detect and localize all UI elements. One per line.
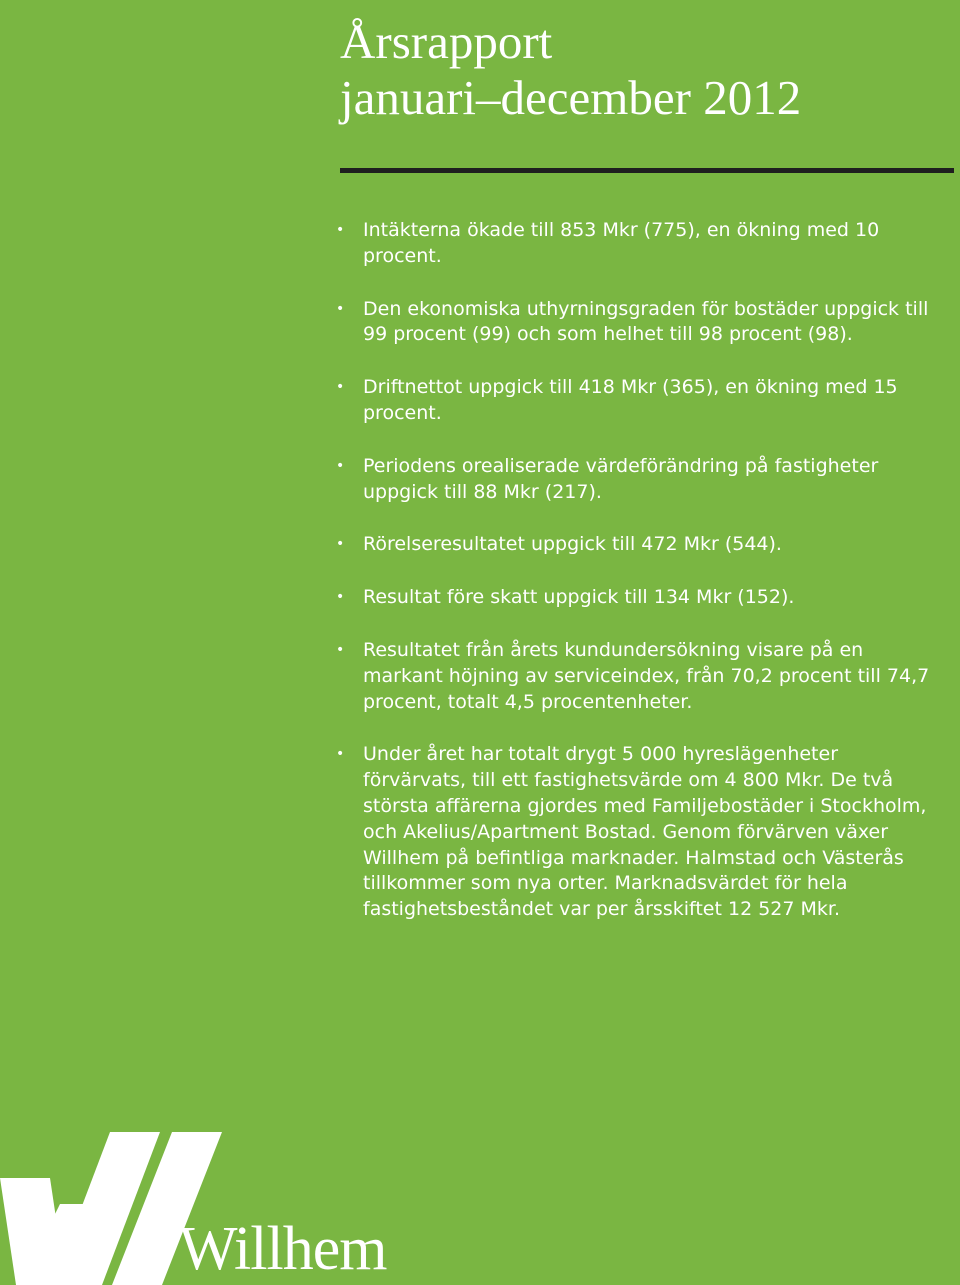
highlight-item: • Resultat före skatt uppgick till 134 Mkr (152). — [336, 585, 936, 611]
highlight-item: • Intäkterna ökade till 853 Mkr (775), en ökning med 10 procent. — [336, 218, 936, 270]
highlight-item: • Periodens orealiserade värdeförändring på fastigheter uppgick till 88 Mkr (217). — [336, 454, 936, 506]
highlight-item: • Resultatet från årets kundundersökning visare på en markant höjning av serviceindex, från 70,2 procent till 74,7 procent, totalt 4,5 procentenheter. — [336, 638, 936, 715]
highlights-list — [336, 218, 936, 923]
highlight-item: • Driftnettot uppgick till 418 Mkr (365), en ökning med 15 procent. — [336, 375, 936, 427]
report-title — [340, 14, 801, 126]
highlight-item: • Rörelseresultatet uppgick till 472 Mkr (544). — [336, 532, 936, 558]
report-title-line-2: januari–december 2012 — [340, 70, 802, 125]
willhem-logo-text: Willhem — [179, 1215, 387, 1283]
title-divider — [340, 168, 954, 173]
report-title-line-1: Årsrapport — [340, 14, 553, 69]
highlight-item: • Den ekonomiska uthyrningsgraden för bostäder uppgick till 99 procent (99) och som helhet till 98 procent (98). — [336, 297, 936, 349]
highlight-item: • Under året har totalt drygt 5 000 hyreslägenheter förvärvats, till ett fastighetsvärde om 4 800 Mkr. De två största affärerna gjordes med Familjebostäder i Stockholm, och Akelius/Apartment Bostad. Genom förvärven växer Willhem på befintliga marknader. Halmstad och Västerås tillkommer som nya orter. Marknadsvärdet för hela fastighetsbeståndet var per årsskiftet 12 527 Mkr. — [336, 742, 936, 923]
willhem-logo — [0, 1132, 400, 1285]
